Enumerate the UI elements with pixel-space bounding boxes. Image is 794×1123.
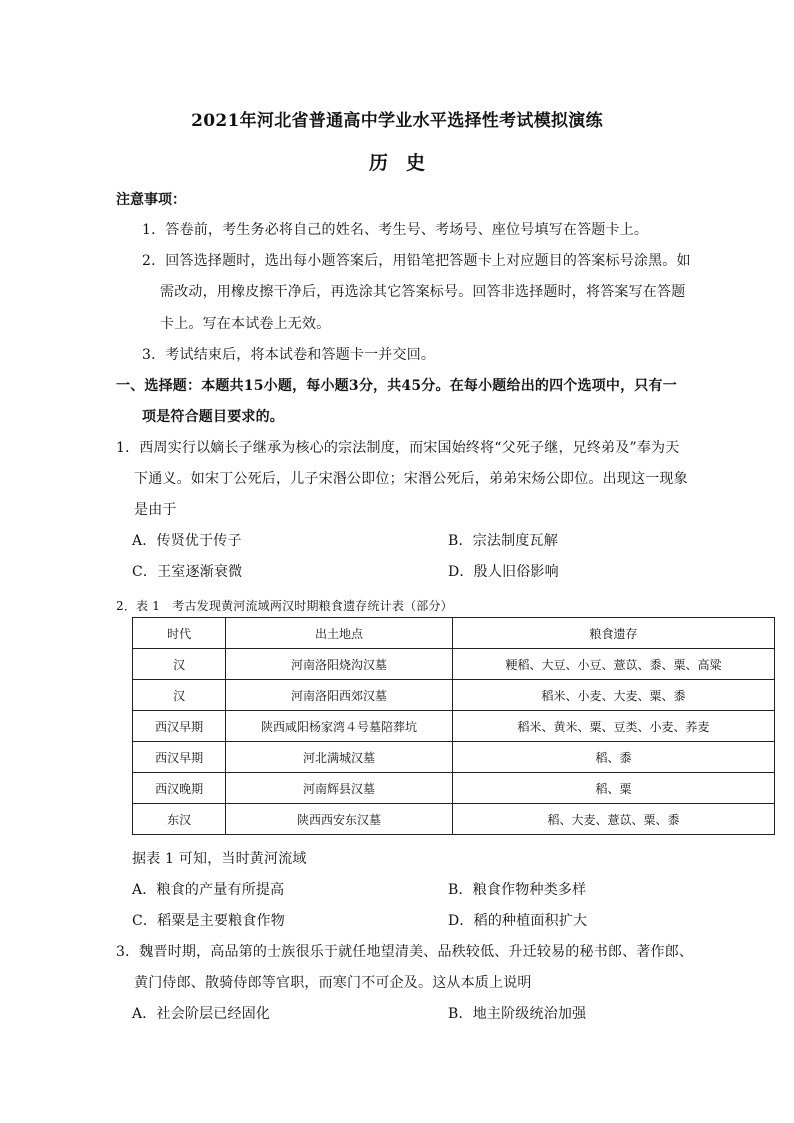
notice-item-1: 1．答卷前，考生务必将自己的姓名、考生号、考场号、座位号填写在答题卡上。 [142, 222, 649, 238]
table-cell: 汉 [133, 649, 226, 680]
table-cell: 稻米、小麦、大麦、粟、黍 [452, 680, 774, 711]
q3-option-a: A．社会阶层已经固化 [132, 1006, 271, 1022]
notice-item-2-line-1: 2．回答选择题时，选出每小题答案后，用铅笔把答题卡上对应题目的答案标号涂黑。如 [142, 253, 691, 269]
table-cell: 稻、粟 [452, 773, 774, 804]
notice-heading: 注意事项： [116, 192, 186, 208]
table-cell: 粳稻、大豆、小豆、薏苡、黍、粟、高粱 [452, 649, 774, 680]
q1-option-b: B．宗法制度瓦解 [448, 533, 558, 549]
q3-option-b: B．地主阶级统治加强 [448, 1006, 587, 1022]
table-row [133, 804, 775, 835]
table-cell: 西汉早期 [133, 711, 226, 742]
grain-remains-table [132, 617, 775, 835]
table-cell: 陕西咸阳杨家湾４号墓陪葬坑 [226, 711, 453, 742]
table-header-row [133, 618, 775, 649]
notice-item-2-line-2: 需改动，用橡皮擦干净后，再选涂其它答案标号。回答非选择题时，将答案写在答题 [160, 284, 686, 300]
table-cell: 陕西西安东汉墓 [226, 804, 453, 835]
table-cell: 河南洛阳烧沟汉墓 [226, 649, 453, 680]
section-heading-line-1: 一、选择题：本题共15小题，每小题3分，共45分。在每小题给出的四个选项中，只有一 [116, 378, 677, 394]
table-header-cell: 出土地点 [226, 618, 453, 649]
table-cell: 东汉 [133, 804, 226, 835]
section-heading-line-2: 项是符合题目要求的。 [142, 409, 284, 425]
table-cell: 河南辉县汉墓 [226, 773, 453, 804]
q2-option-a: A．粮食的产量有所提高 [132, 882, 285, 898]
table-cell: 汉 [133, 680, 226, 711]
q1-option-d: D．殷人旧俗影响 [448, 564, 559, 580]
table-cell: 西汉晚期 [133, 773, 226, 804]
table-header-cell: 粮食遗存 [452, 618, 774, 649]
table-row [133, 742, 775, 773]
table-cell: 稻、大麦、薏苡、粟、黍 [452, 804, 774, 835]
table-row [133, 711, 775, 742]
q3-stem-line-1: 3．魏晋时期，高品第的士族很乐于就任地望清美、品秩较低、升迁较易的秘书郎、著作郎、 [116, 944, 694, 960]
q2-table-caption: 2．表 1 考古发现黄河流域两汉时期粮食遗存统计表（部分） [116, 599, 453, 613]
subject-title: 历史 [368, 152, 443, 174]
q1-option-a: A．传贤优于传子 [132, 533, 242, 549]
table-row [133, 649, 775, 680]
table-cell: 西汉早期 [133, 742, 226, 773]
q1-stem-line-1: 1．西周实行以嫡长子继承为核心的宗法制度，而宋国始终将“父死子继，兄终弟及”奉为天 [116, 440, 680, 456]
q1-option-c: C．王室逐渐衰微 [132, 564, 243, 580]
q2-option-b: B．粮食作物种类多样 [448, 882, 587, 898]
q2-stem: 据表 1 可知，当时黄河流域 [132, 851, 307, 867]
table-cell: 稻米、黄米、粟、豆类、小麦、荞麦 [452, 711, 774, 742]
table-cell: 河北满城汉墓 [226, 742, 453, 773]
table-row [133, 773, 775, 804]
table-row [133, 680, 775, 711]
q1-stem-line-2: 下通义。如宋丁公死后，儿子宋湣公即位；宋湣公死后，弟弟宋炀公即位。出现这一现象 [134, 471, 688, 487]
notice-item-2-line-3: 卡上。写在本试卷上无效。 [160, 316, 331, 332]
exam-title: 2021年河北省普通高中学业水平选择性考试模拟演练 [191, 111, 603, 131]
table-cell: 稻、黍 [452, 742, 774, 773]
q1-stem-line-3: 是由于 [134, 502, 177, 518]
q2-option-c: C．稻粟是主要粮食作物 [132, 913, 285, 929]
table-cell: 河南洛阳西郊汉墓 [226, 680, 453, 711]
q2-option-d: D．稻的种植面积扩大 [448, 913, 588, 929]
q3-stem-line-2: 黄门侍郎、散骑侍郎等官职，而寒门不可企及。这从本质上说明 [134, 975, 532, 991]
notice-item-3: 3．考试结束后，将本试卷和答题卡一并交回。 [142, 347, 436, 363]
table-header-cell: 时代 [133, 618, 226, 649]
